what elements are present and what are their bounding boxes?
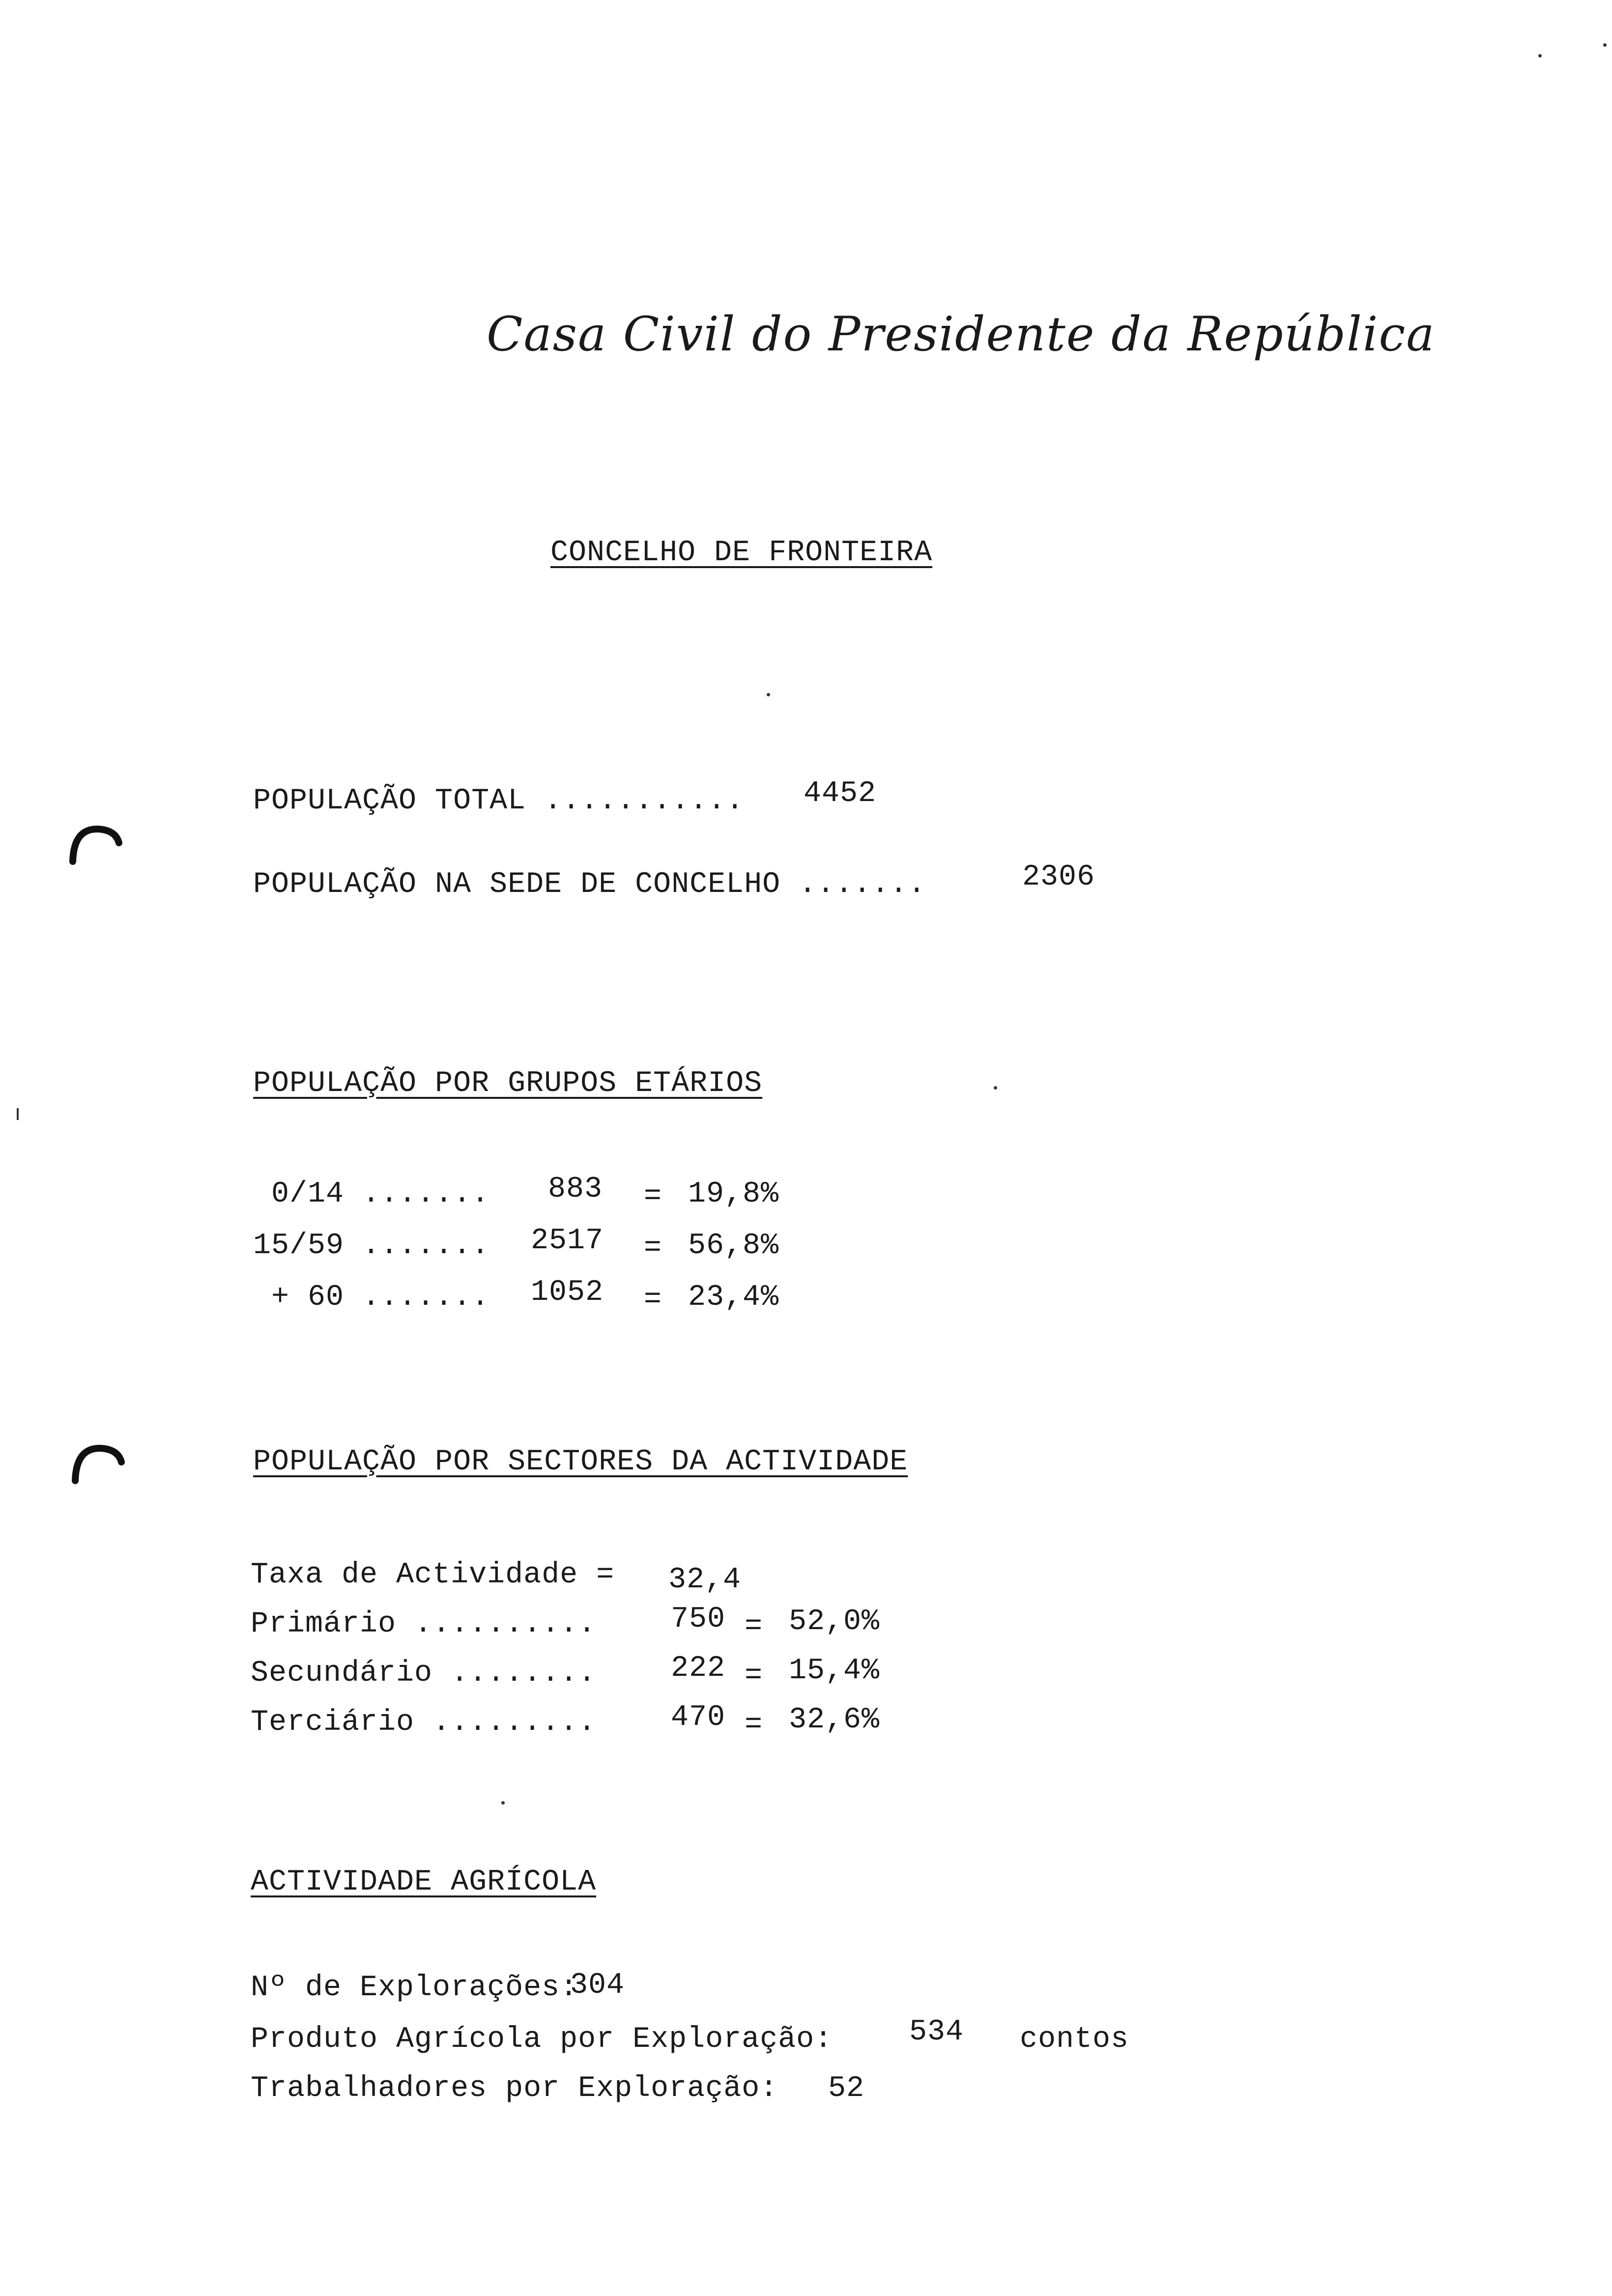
punch-hole-mark [69,823,123,867]
total-population-label: POPULAÇÃO TOTAL ........... [253,784,745,818]
page-title: CONCELHO DE FRONTEIRA [550,536,933,570]
age-row-label: 15/59 ....... [253,1229,490,1263]
total-population-value: 4452 [804,777,877,810]
age-row-label: + 60 ....... [253,1281,490,1314]
sector-row-count: 470 [671,1701,726,1734]
product-label: Produto Agrícola por Exploração: [251,2023,833,2056]
seat-population-label: POPULAÇÃO NA SEDE DE CONCELHO ....... [253,868,926,901]
sector-row-label: Terciário ......... [251,1706,597,1739]
farms-value: 304 [570,1969,625,2002]
product-value: 534 [909,2015,964,2049]
farms-label: Nº de Explorações: [251,1971,578,2005]
age-row-count: 1052 [531,1276,604,1309]
workers-value: 52 [828,2072,865,2105]
agriculture-heading: ACTIVIDADE AGRÍCOLA [251,1866,597,1899]
age-row-percent: 19,8% [688,1177,779,1211]
sector-row-count: 222 [671,1652,726,1685]
sector-row-equals: = [745,1659,763,1693]
speck [501,1801,505,1805]
letterhead: Casa Civil do Presidente da República [487,307,1436,362]
sector-row-label: Secundário ........ [251,1657,597,1690]
age-groups-heading: POPULAÇÃO POR GRUPOS ETÁRIOS [253,1067,763,1100]
sector-row-equals: = [745,1610,763,1643]
sectors-heading: POPULAÇÃO POR SECTORES DA ACTIVIDADE [253,1445,908,1479]
seat-population-value: 2306 [1022,861,1095,894]
workers-label: Trabalhadores por Exploração: [251,2072,778,2105]
sector-row-label: Primário .......... [251,1607,597,1641]
age-row-label: 0/14 ....... [253,1177,490,1211]
sector-row-count: 750 [671,1603,726,1636]
age-row-count: 883 [548,1173,603,1206]
age-row-percent: 56,8% [688,1229,779,1263]
age-row-percent: 23,4% [688,1281,779,1314]
age-row-count: 2517 [531,1224,604,1258]
punch-hole-mark [71,1442,125,1487]
activity-rate-value: 32,4 [668,1563,742,1597]
speck [994,1086,997,1090]
product-unit: contos [1020,2023,1129,2056]
age-row-equals: = [644,1283,662,1317]
sector-row-percent: 15,4% [789,1654,880,1688]
sector-row-equals: = [745,1708,763,1742]
age-row-equals: = [644,1180,662,1213]
activity-rate-label: Taxa de Actividade = [251,1558,615,1592]
speck [1538,54,1542,57]
speck [767,693,770,696]
speck [1603,43,1607,47]
sector-row-percent: 32,6% [789,1703,880,1737]
speck [17,1108,19,1120]
age-row-equals: = [644,1232,662,1265]
sector-row-percent: 52,0% [789,1605,880,1638]
